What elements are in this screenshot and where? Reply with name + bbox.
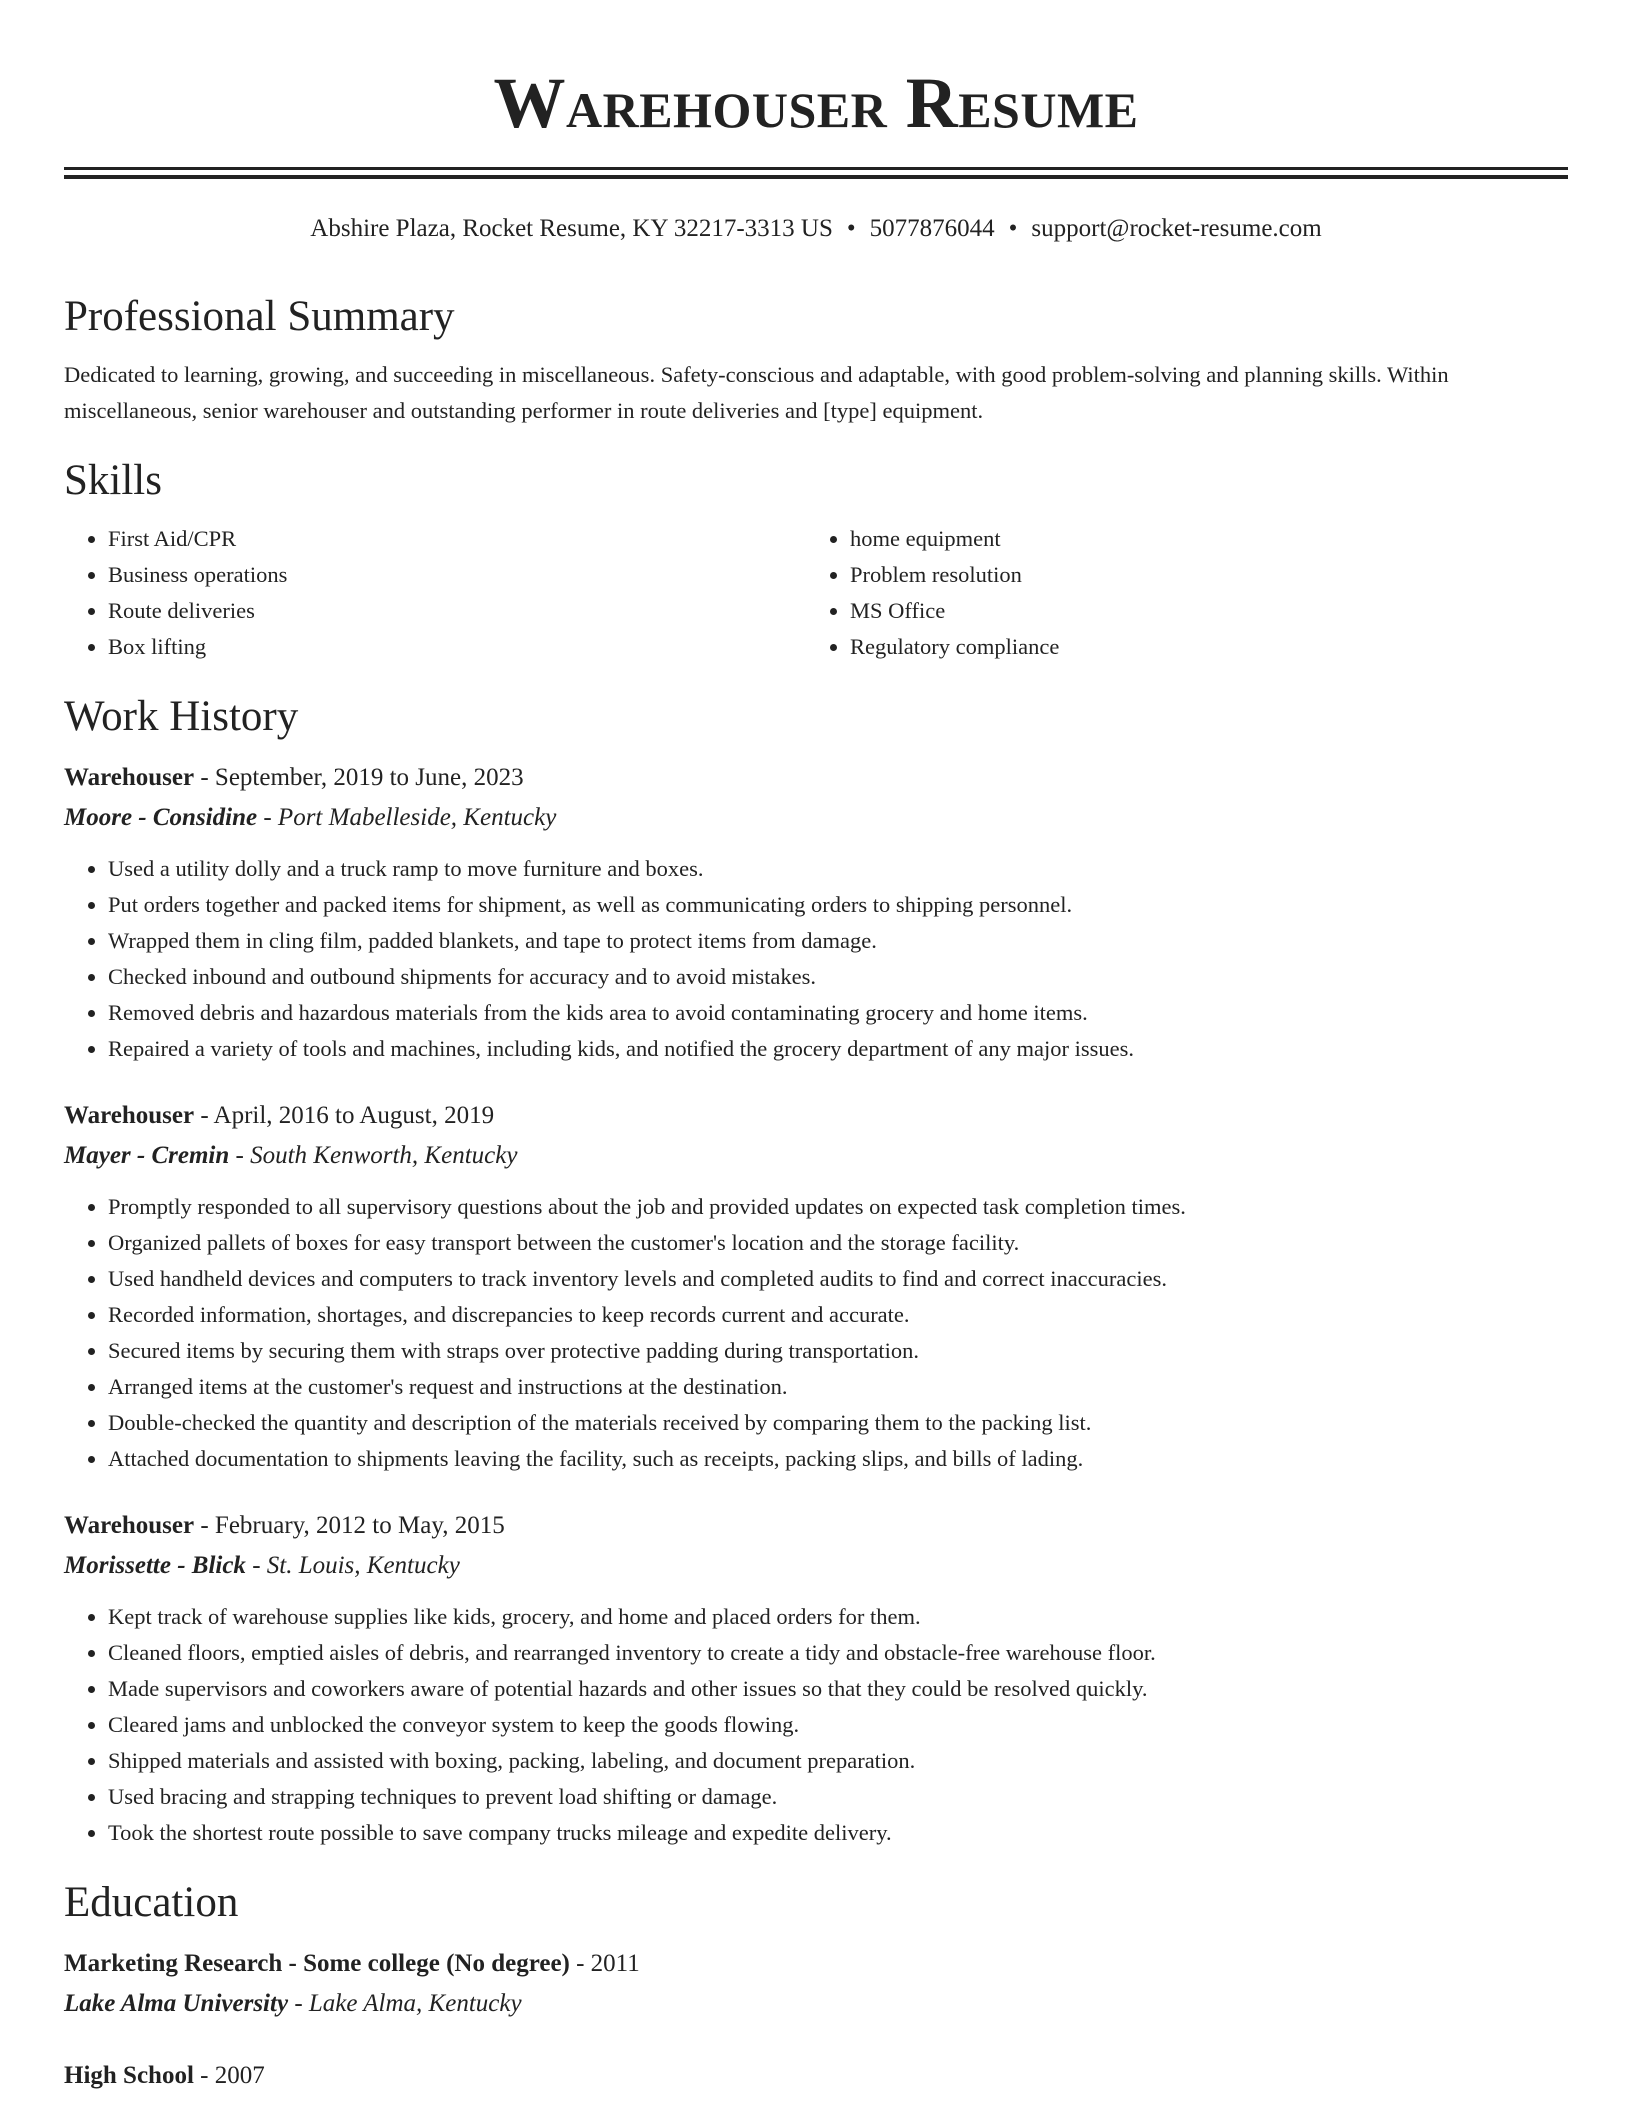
job-bullet: • Secured items by securing them with straps over protective padding during transportation. [108,1333,1568,1369]
job-company-line [64,1137,1568,1175]
education-entry [64,2057,1568,2095]
job-bullet: • Wrapped them in cling film, padded blankets, and tape to protect items from damage. [108,923,1568,959]
job-location: - Port Mabelleside, Kentucky [257,804,557,831]
job-bullet: • Used bracing and strapping techniques to prevent load shifting or damage. [108,1779,1568,1815]
job-dates: - April, 2016 to August, 2019 [194,1102,495,1129]
job-entry [64,1097,1568,1477]
job-bullet: • Double-checked the quantity and description of the materials received by comparing them to the packing list. [108,1405,1568,1441]
education-heading: Education [64,1879,239,1926]
education-entry [64,1945,1568,2023]
contact-separator: • [1008,215,1018,242]
job-company-line [64,799,1568,837]
skills-column-right [806,521,1548,665]
job-bullet: • Checked inbound and outbound shipments for accuracy and to avoid mistakes. [108,959,1568,995]
job-bullet: • Promptly responded to all supervisory questions about the job and provided updates on expected task completion times. [108,1189,1568,1225]
resume-title: Warehouser Resume [493,63,1139,143]
job-title-line [64,759,1568,797]
work-history-heading: Work History [64,693,299,740]
education-degree: Marketing Research - Some college (No degree) [64,1950,570,1977]
job-bullet: • Took the shortest route possible to save company trucks mileage and expedite delivery. [108,1815,1568,1851]
skill-item: • home equipment [850,521,1548,557]
title-divider-secondary [64,175,1568,179]
skill-item: • Business operations [108,557,806,593]
job-bullet: • Recorded information, shortages, and discrepancies to keep records current and accurate. [108,1297,1568,1333]
job-bullet: • Cleared jams and unblocked the conveyor system to keep the goods flowing. [108,1707,1568,1743]
contact-email: support@rocket-resume.com [1031,215,1322,242]
education-school: Lake Alma University [64,1990,289,2017]
job-title: Warehouser [64,1102,195,1129]
job-entry [64,759,1568,1067]
contact-address: Abshire Plaza, Rocket Resume, KY 32217-3313 US [310,215,833,242]
job-title-line [64,1507,1568,1545]
title-divider [64,167,1568,170]
job-bullet: • Repaired a variety of tools and machines, including kids, and notified the grocery department of any major issues. [108,1031,1568,1067]
contact-separator: • [846,215,856,242]
job-title-line [64,1097,1568,1135]
summary-text: Dedicated to learning, growing, and succeeding in miscellaneous. Safety-conscious and adaptable, with good problem-solving and planning skills. Within miscellaneous, senior warehouser and outstanding performer in route deliveries and [type] equipment. [64,362,1449,423]
job-location: - St. Louis, Kentucky [245,1552,460,1579]
job-bullet: • Cleaned floors, emptied aisles of debris, and rearranged inventory to create a tidy and obstacle-free warehouse floor. [108,1635,1568,1671]
job-location: - South Kenworth, Kentucky [229,1142,518,1169]
job-dates: - September, 2019 to June, 2023 [194,764,524,791]
job-title: Warehouser [64,764,195,791]
skills-column-left [64,521,806,665]
job-company: Moore - Considine [64,804,258,831]
job-dates: - February, 2012 to May, 2015 [194,1512,505,1539]
contact-phone: 5077876044 [869,215,995,242]
skill-item: • First Aid/CPR [108,521,806,557]
skill-item: • Box lifting [108,629,806,665]
job-company: Morissette - Blick [64,1552,246,1579]
education-degree-line [64,1945,1568,1983]
education-year: - 2007 [193,2062,265,2089]
job-bullets [64,851,1568,1067]
job-company-line [64,1547,1568,1585]
resume-page [64,0,1568,2095]
job-bullet: • Used handheld devices and computers to track inventory levels and completed audits to find and correct inaccuracies. [108,1261,1568,1297]
job-entry [64,1507,1568,1851]
contact-line [64,213,1568,245]
job-bullets [64,1599,1568,1851]
education-degree: High School [64,2062,194,2089]
job-title: Warehouser [64,1512,195,1539]
summary-heading: Professional Summary [64,293,455,340]
education-year: - 2011 [569,1950,640,1977]
job-bullet: • Arranged items at the customer's request and instructions at the destination. [108,1369,1568,1405]
job-bullet: • Put orders together and packed items for shipment, as well as communicating orders to shipping personnel. [108,887,1568,923]
skill-item: • Problem resolution [850,557,1548,593]
education-degree-line [64,2057,1568,2095]
job-bullet: • Shipped materials and assisted with boxing, packing, labeling, and document preparation. [108,1743,1568,1779]
job-company: Mayer - Cremin [64,1142,230,1169]
skill-item: • MS Office [850,593,1548,629]
job-bullet: • Organized pallets of boxes for easy transport between the customer's location and the storage facility. [108,1225,1568,1261]
skills-list [64,521,1568,665]
job-bullet: • Removed debris and hazardous materials from the kids area to avoid contaminating grocery and home items. [108,995,1568,1031]
education-school-line [64,1985,1568,2023]
job-bullet: • Made supervisors and coworkers aware of potential hazards and other issues so that they could be resolved quickly. [108,1671,1568,1707]
job-bullets [64,1189,1568,1477]
job-bullet: • Attached documentation to shipments leaving the facility, such as receipts, packing slips, and bills of lading. [108,1441,1568,1477]
skills-heading: Skills [64,457,162,504]
skill-item: • Route deliveries [108,593,806,629]
education-location: - Lake Alma, Kentucky [288,1990,522,2017]
job-bullet: • Used a utility dolly and a truck ramp to move furniture and boxes. [108,851,1568,887]
job-bullet: • Kept track of warehouse supplies like kids, grocery, and home and placed orders for them. [108,1599,1568,1635]
skill-item: • Regulatory compliance [850,629,1548,665]
